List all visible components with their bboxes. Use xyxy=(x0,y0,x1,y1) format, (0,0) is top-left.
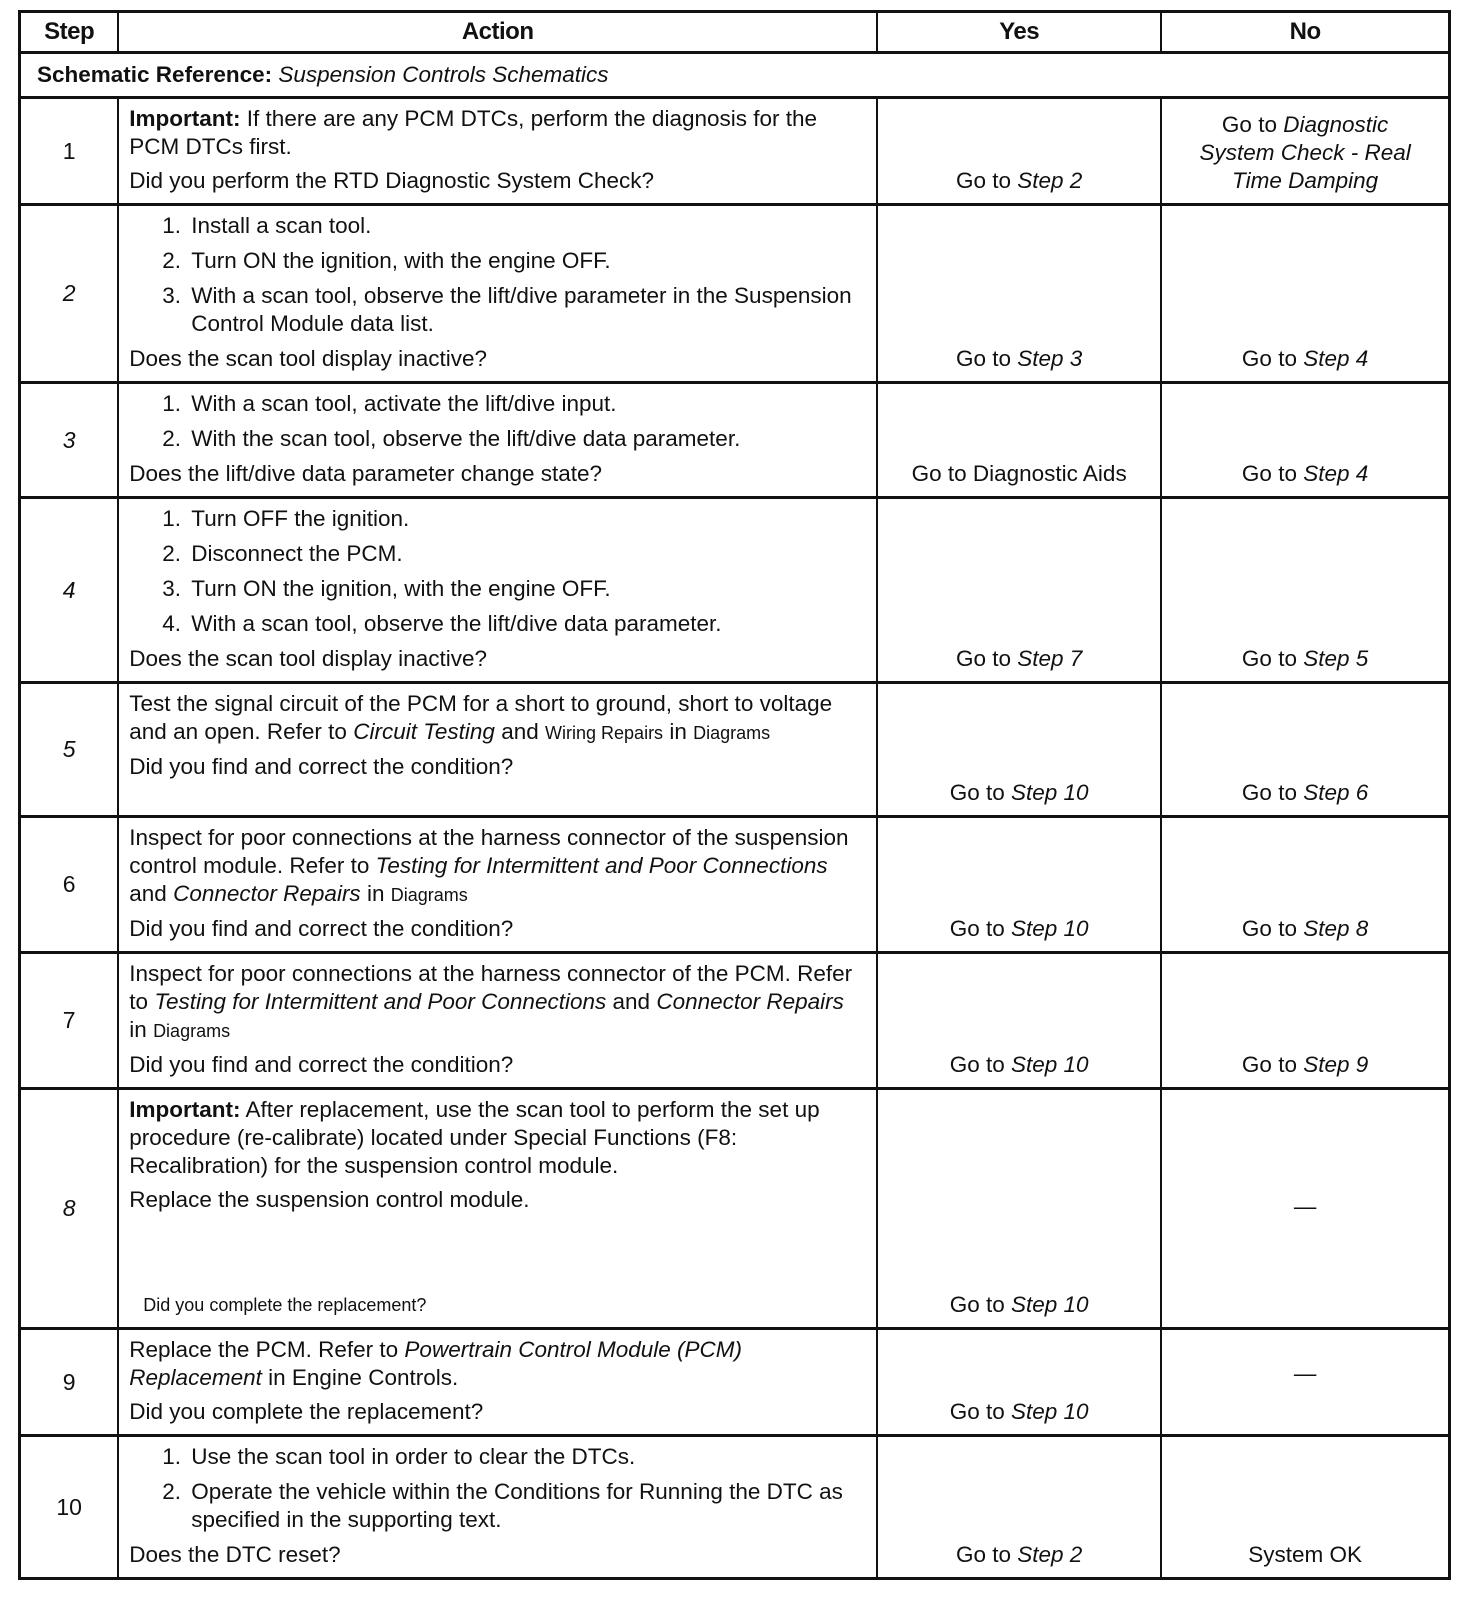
step-number: 3 xyxy=(20,383,119,498)
no-cell[interactable] xyxy=(1161,953,1449,1089)
question: Did you perform the RTD Diagnostic System Check? xyxy=(129,168,655,193)
reference-link[interactable]: Testing for Intermittent and Poor Connections xyxy=(154,989,607,1014)
yes-prefix: Go to xyxy=(949,1052,1005,1077)
yes-link[interactable]: Go to Diagnostic Aids xyxy=(911,461,1127,486)
action-cell xyxy=(118,383,877,498)
schematic-reference-row xyxy=(20,53,1450,98)
step-number: 10 xyxy=(20,1436,119,1579)
no-link[interactable]: Step 9 xyxy=(1303,1052,1369,1077)
step-number: 7 xyxy=(20,953,119,1089)
header-action: Action xyxy=(118,12,877,53)
no-link[interactable]: Step 4 xyxy=(1303,346,1369,371)
table-row xyxy=(20,205,1450,383)
no-cell xyxy=(1161,1436,1449,1579)
table-row xyxy=(20,817,1450,953)
no-result-dash: — xyxy=(1293,1361,1317,1386)
procedure-item: 3. Turn ON the ignition, with the engine OFF. xyxy=(187,575,864,603)
yes-cell[interactable] xyxy=(877,383,1161,498)
table-header-row xyxy=(20,12,1450,53)
no-cell[interactable] xyxy=(1161,98,1449,205)
no-cell[interactable] xyxy=(1161,683,1449,817)
reference-link[interactable]: Connector Repairs xyxy=(173,881,361,906)
no-link[interactable]: Step 5 xyxy=(1303,646,1369,671)
schematic-reference-label: Schematic Reference: xyxy=(37,62,273,87)
table-row xyxy=(20,683,1450,817)
no-cell[interactable] xyxy=(1161,817,1449,953)
procedure-item: 3. With a scan tool, observe the lift/dive parameter in the Suspension Control Module data list. xyxy=(187,282,864,338)
yes-prefix: Go to xyxy=(955,1542,1011,1567)
action-cell xyxy=(118,683,877,817)
no-prefix: Go to xyxy=(1221,112,1277,137)
yes-link[interactable]: Step 10 xyxy=(1011,1052,1089,1077)
action-cell xyxy=(118,1329,877,1436)
no-cell xyxy=(1161,1089,1449,1329)
no-link[interactable]: Step 8 xyxy=(1303,916,1369,941)
procedure-item: 1. With a scan tool, activate the lift/dive input. xyxy=(187,390,864,418)
action-cell xyxy=(118,817,877,953)
reference-link[interactable]: Diagrams xyxy=(693,723,771,743)
yes-link[interactable]: Step 10 xyxy=(1011,916,1089,941)
reference-link[interactable]: Circuit Testing xyxy=(353,719,495,744)
reference-link[interactable]: Connector Repairs xyxy=(656,989,844,1014)
schematic-reference-link[interactable]: Suspension Controls Schematics xyxy=(278,62,609,87)
action-text: in Engine Controls. xyxy=(268,1365,459,1390)
step-number: 1 xyxy=(20,98,119,205)
diagnostic-table xyxy=(18,10,1451,1580)
instruction: Replace the suspension control module. xyxy=(129,1187,530,1212)
yes-cell[interactable] xyxy=(877,498,1161,683)
action-text: in xyxy=(366,881,385,906)
yes-link[interactable]: Step 2 xyxy=(1017,168,1083,193)
header-no: No xyxy=(1161,12,1449,53)
reference-link[interactable]: Wiring Repairs xyxy=(545,723,664,743)
reference-link[interactable]: Powertrain Control Module (PCM) Replacement xyxy=(129,1337,743,1390)
procedure-item: 2. Operate the vehicle within the Conditions for Running the DTC as specified in the supporting text. xyxy=(187,1478,864,1534)
no-result-dash: — xyxy=(1293,1193,1317,1219)
table-row xyxy=(20,1329,1450,1436)
yes-prefix: Go to xyxy=(949,916,1005,941)
question: Did you find and correct the condition? xyxy=(129,916,514,941)
no-cell[interactable] xyxy=(1161,205,1449,383)
yes-prefix: Go to xyxy=(949,780,1005,805)
no-link[interactable]: Diagnostic System Check - Real Time Damping xyxy=(1199,112,1411,193)
no-cell[interactable] xyxy=(1161,383,1449,498)
action-text: in xyxy=(129,1017,147,1042)
question: Did you complete the replacement? xyxy=(129,1399,484,1424)
action-cell xyxy=(118,953,877,1089)
no-prefix: Go to xyxy=(1241,1052,1297,1077)
step-number: 5 xyxy=(20,683,119,817)
yes-cell[interactable] xyxy=(877,1089,1161,1329)
procedure-item: 4. With a scan tool, observe the lift/dive data parameter. xyxy=(187,610,864,638)
yes-prefix: Go to xyxy=(949,1399,1005,1424)
procedure-item: 2. Disconnect the PCM. xyxy=(187,540,864,568)
yes-prefix: Go to xyxy=(955,346,1011,371)
yes-cell[interactable] xyxy=(877,205,1161,383)
no-prefix: Go to xyxy=(1241,780,1297,805)
action-text: in xyxy=(669,719,687,744)
action-text: Inspect for poor connections at the harness connector of the PCM. Refer to xyxy=(129,961,853,1014)
question: Did you find and correct the condition? xyxy=(129,754,514,779)
no-prefix: Go to xyxy=(1241,461,1297,486)
yes-link[interactable]: Step 3 xyxy=(1017,346,1083,371)
table-row xyxy=(20,498,1450,683)
action-text: and xyxy=(501,719,539,744)
action-text: and xyxy=(129,881,167,906)
step-number: 2 xyxy=(20,205,119,383)
table-row xyxy=(20,1436,1450,1579)
yes-cell[interactable] xyxy=(877,817,1161,953)
no-result: System OK xyxy=(1248,1542,1362,1567)
step-number: 9 xyxy=(20,1329,119,1436)
yes-prefix: Go to xyxy=(955,168,1011,193)
reference-link[interactable]: Testing for Intermittent and Poor Connections xyxy=(375,853,828,878)
action-cell xyxy=(118,98,877,205)
action-text: and xyxy=(612,989,651,1014)
no-cell[interactable] xyxy=(1161,498,1449,683)
no-prefix: Go to xyxy=(1241,646,1297,671)
yes-cell[interactable] xyxy=(877,683,1161,817)
yes-prefix: Go to xyxy=(949,1292,1005,1317)
no-link[interactable]: Step 4 xyxy=(1303,461,1369,486)
yes-link[interactable]: Step 10 xyxy=(1011,780,1089,805)
action-cell xyxy=(118,498,877,683)
procedure-item: 1. Use the scan tool in order to clear the DTCs. xyxy=(187,1443,864,1471)
action-text: Inspect for poor connections at the harness connector of the suspension control module. Refer to xyxy=(129,825,849,878)
action-text: Replace the PCM. Refer to xyxy=(129,1337,399,1362)
step-number: 6 xyxy=(20,817,119,953)
procedure-item: 1. Turn OFF the ignition. xyxy=(187,505,864,533)
no-link[interactable]: Step 6 xyxy=(1303,780,1369,805)
yes-link[interactable]: Step 10 xyxy=(1011,1292,1089,1317)
question: Does the lift/dive data parameter change state? xyxy=(129,461,603,486)
important-label: Important: xyxy=(129,1097,241,1122)
yes-cell[interactable] xyxy=(877,1329,1161,1436)
table-row xyxy=(20,383,1450,498)
yes-link[interactable]: Step 7 xyxy=(1017,646,1083,671)
step-number: 4 xyxy=(20,498,119,683)
important-label: Important: xyxy=(129,106,241,131)
table-row xyxy=(20,1089,1450,1329)
header-step: Step xyxy=(20,12,119,53)
action-cell xyxy=(118,1089,877,1329)
no-prefix: Go to xyxy=(1241,916,1297,941)
procedure-item: 1. Install a scan tool. xyxy=(187,212,864,240)
procedure-item: 2. Turn ON the ignition, with the engine OFF. xyxy=(187,247,864,275)
yes-cell[interactable] xyxy=(877,98,1161,205)
action-text: Test the signal circuit of the PCM for a short to ground, short to voltage and an open. Refer to xyxy=(129,691,833,744)
important-text: After replacement, use the scan tool to perform the set up procedure (re-calibrate) located under Special Functions (F8: Recalibration) for the suspension control module. xyxy=(129,1097,820,1178)
table-row xyxy=(20,953,1450,1089)
header-yes: Yes xyxy=(877,12,1161,53)
important-text: If there are any PCM DTCs, perform the diagnosis for the PCM DTCs first. xyxy=(129,106,818,159)
reference-link[interactable]: Diagrams xyxy=(153,1021,231,1041)
question: Did you complete the replacement? xyxy=(143,1295,427,1315)
reference-link[interactable]: Diagrams xyxy=(390,885,468,905)
action-cell xyxy=(118,205,877,383)
yes-link[interactable]: Step 10 xyxy=(1011,1399,1089,1424)
no-prefix: Go to xyxy=(1241,346,1297,371)
table-row xyxy=(20,98,1450,205)
no-cell xyxy=(1161,1329,1449,1436)
question: Does the DTC reset? xyxy=(129,1542,341,1567)
question: Does the scan tool display inactive? xyxy=(129,646,487,671)
question: Does the scan tool display inactive? xyxy=(129,346,487,371)
action-cell xyxy=(118,1436,877,1579)
procedure-item: 2. With the scan tool, observe the lift/dive data parameter. xyxy=(187,425,864,453)
yes-cell[interactable] xyxy=(877,953,1161,1089)
question: Did you find and correct the condition? xyxy=(129,1052,514,1077)
step-number: 8 xyxy=(20,1089,119,1329)
yes-link[interactable]: Step 2 xyxy=(1017,1542,1083,1567)
yes-prefix: Go to xyxy=(955,646,1011,671)
yes-cell[interactable] xyxy=(877,1436,1161,1579)
